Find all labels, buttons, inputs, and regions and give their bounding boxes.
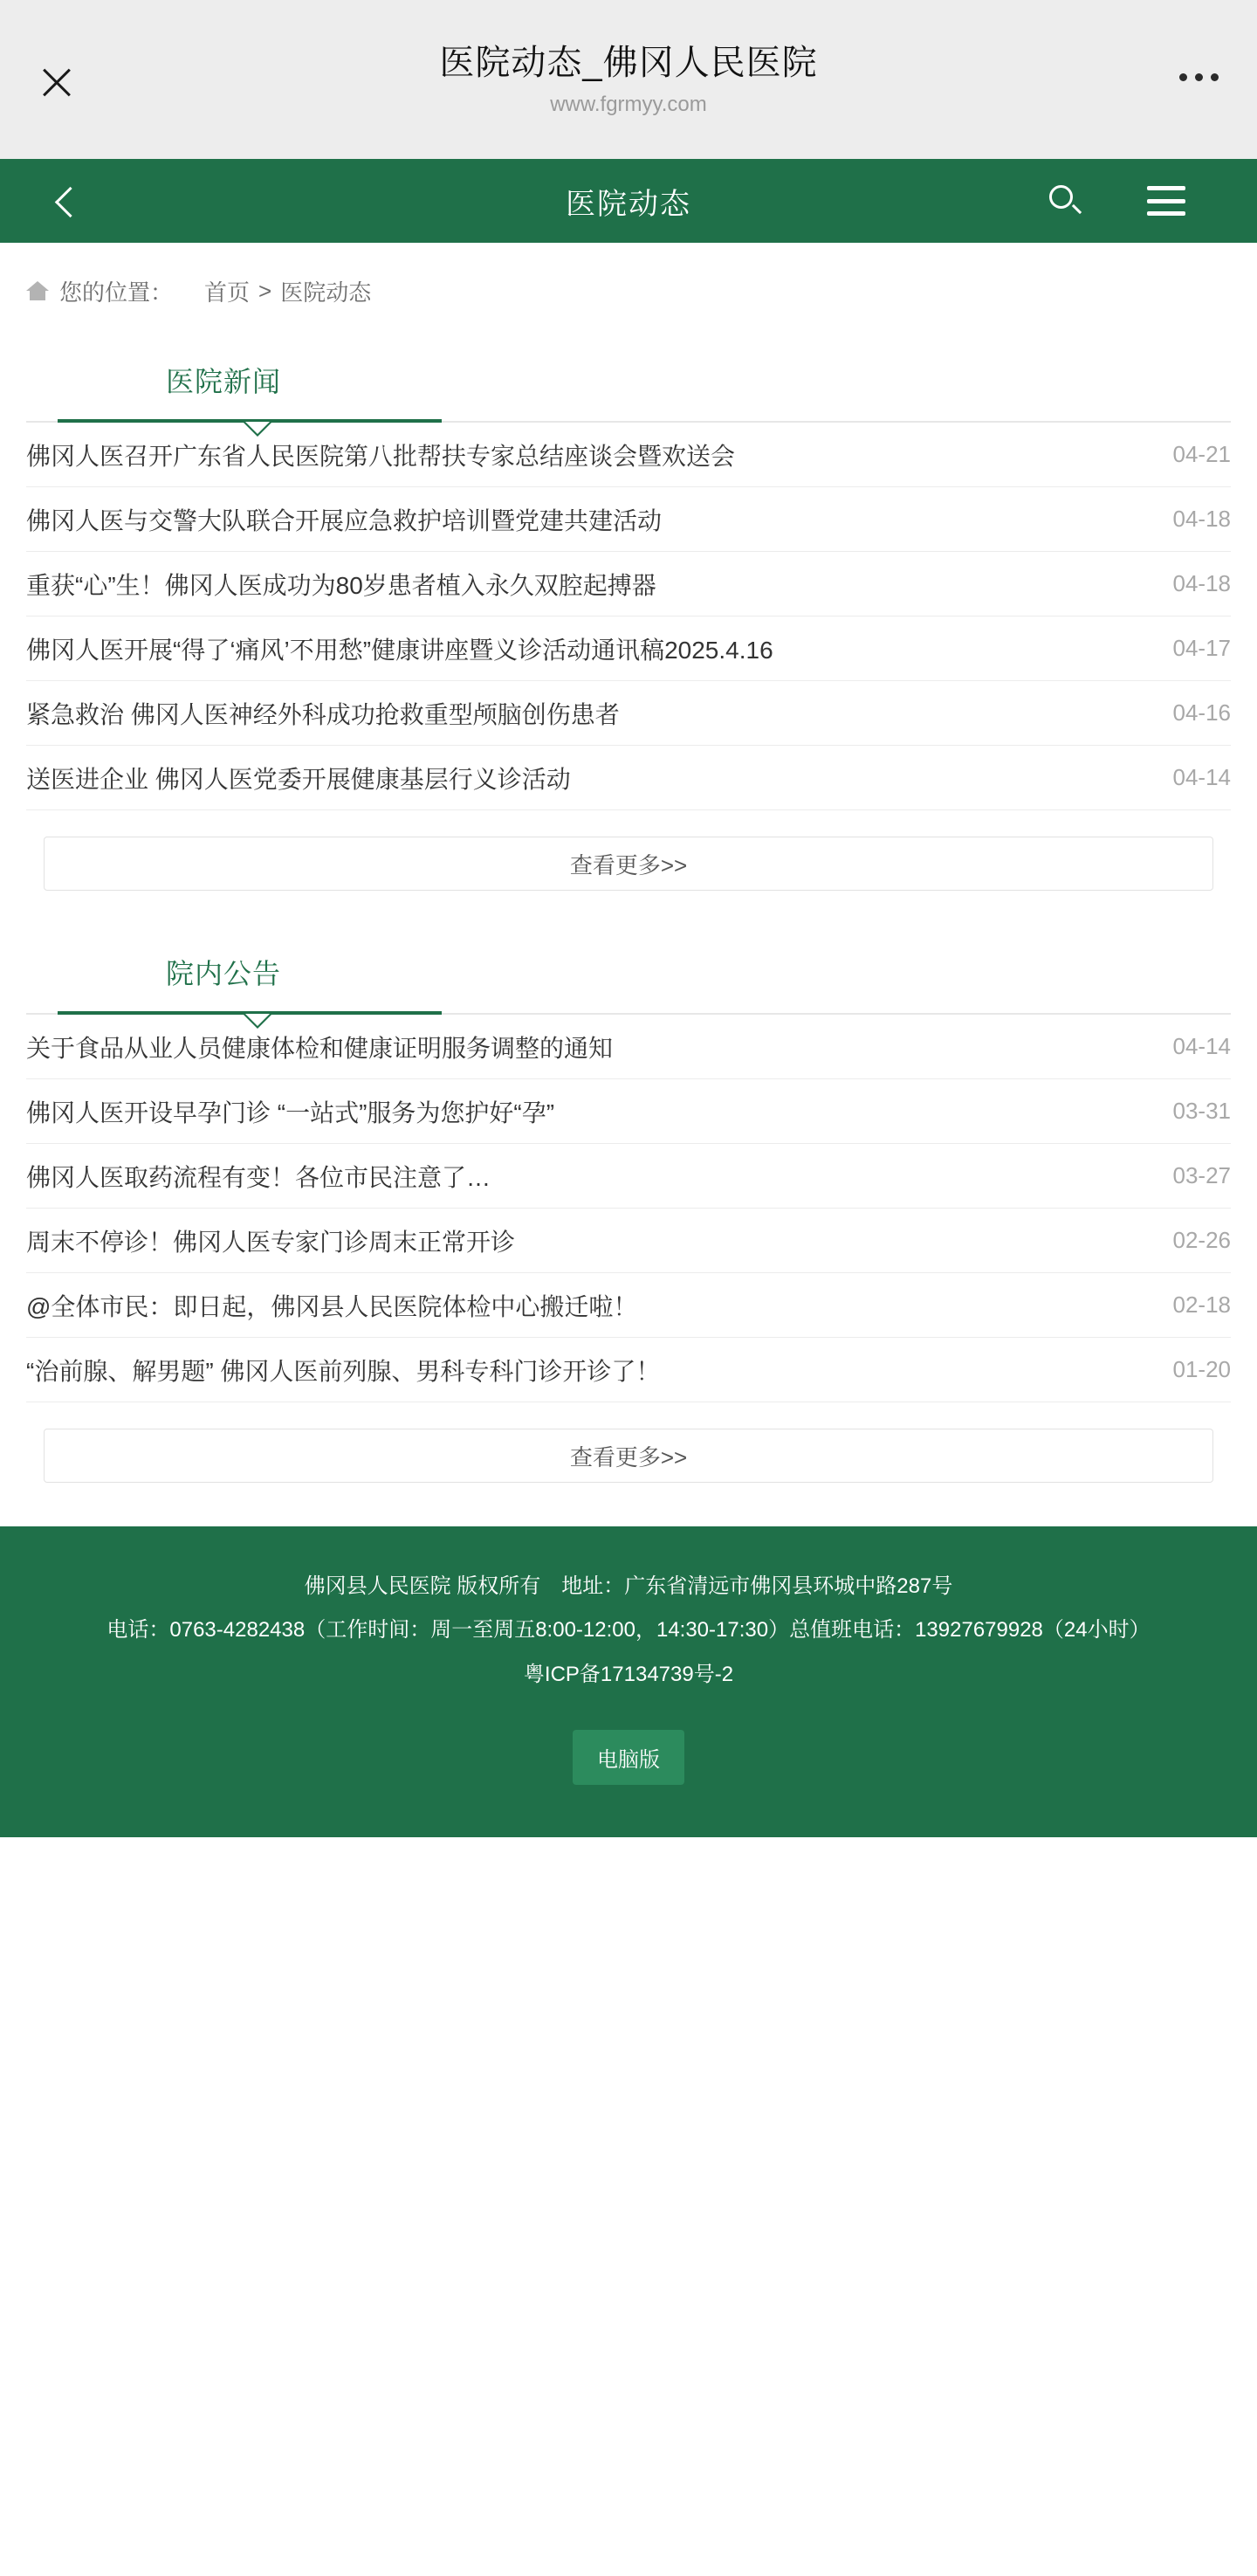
list-item-date: 04-18 [1172,570,1231,596]
notice-list [26,1015,1231,1402]
section-arrow-icon [243,422,272,437]
section-spacer [0,891,1257,931]
section-header [26,339,1231,423]
list-item[interactable] [26,616,1231,681]
list-item[interactable] [26,487,1231,552]
list-item-title: 关于食品从业人员健康体检和健康证明服务调整的通知 [26,1034,614,1062]
list-item[interactable] [26,552,1231,616]
desktop-version-button[interactable]: 电脑版 [573,1730,684,1785]
list-item[interactable] [26,746,1231,810]
home-icon [26,281,49,300]
section-header [26,931,1231,1015]
browser-url: www.fgrmyy.com [550,93,707,116]
list-item[interactable] [26,1273,1231,1338]
more-options-icon[interactable] [1179,73,1219,81]
breadcrumb-item-home[interactable]: 首页 [204,279,251,306]
list-item-date: 04-17 [1172,635,1231,661]
list-item-title: 佛冈人医取药流程有变！各位市民注意了… [26,1163,491,1191]
site-footer [0,1526,1257,1837]
breadcrumb-label: 您的位置： [59,279,174,306]
list-item-title: @全体市民：即日起，佛冈县人民医院体检中心搬迁啦！ [26,1292,638,1320]
list-item[interactable] [26,681,1231,746]
list-item[interactable] [26,1209,1231,1273]
footer-icp: 粤ICP备17134739号-2 [523,1662,734,1686]
list-item-title: 佛冈人医召开广东省人民医院第八批帮扶专家总结座谈会暨欢送会 [26,442,736,470]
footer-contact: 电话：0763-4282438（工作时间：周一至周五8:00-12:00，14:30-17:30）总值班电话：13927679928（24小时） [106,1618,1151,1643]
list-item-date: 04-16 [1172,699,1231,726]
section-hospital-news [0,339,1257,891]
list-item-date: 01-20 [1172,1356,1231,1382]
search-icon[interactable] [1048,183,1082,218]
section-title: 院内公告 [166,958,282,989]
list-item-date: 02-18 [1172,1291,1231,1318]
list-item-title: “治前腺、解男题” 佛冈人医前列腺、男科专科门诊开诊了！ [26,1357,661,1385]
breadcrumb-separator: > [258,277,272,304]
view-more-button-notices[interactable]: 查看更多>> [44,1429,1213,1483]
breadcrumb-item-current[interactable]: 医院动态 [280,279,372,306]
list-item-title: 佛冈人医开设早孕门诊 “一站式”服务为您护好“孕” [26,1099,555,1126]
view-more-button-news[interactable]: 查看更多>> [44,837,1213,891]
section-arrow-icon [243,1014,272,1029]
section-hospital-notices [0,931,1257,1483]
list-item-title: 重获“心”生！佛冈人医成功为80岁患者植入永久双腔起搏器 [26,571,656,599]
list-item[interactable] [26,1015,1231,1079]
page-title: 医院动态 [566,187,691,221]
browser-title: 医院动态_佛冈人民医院 [439,44,818,82]
footer-copyright: 佛冈县人民医院 版权所有 地址：广东省清远市佛冈县环城中路287号 [304,1574,953,1598]
list-item-date: 03-27 [1172,1162,1231,1188]
list-item-date: 04-18 [1172,506,1231,532]
list-item-date: 04-14 [1172,1033,1231,1059]
list-item-title: 紧急救治 佛冈人医神经外科成功抢救重型颅脑创伤患者 [26,700,620,728]
list-item[interactable] [26,423,1231,487]
list-item-title: 周末不停诊！佛冈人医专家门诊周末正常开诊 [26,1228,516,1256]
list-item-date: 02-26 [1172,1227,1231,1253]
list-item-title: 佛冈人医开展“得了‘痛风’不用愁”健康讲座暨义诊活动通讯稿2025.4.16 [26,636,773,664]
list-item-date: 03-31 [1172,1098,1231,1124]
site-header [0,159,1257,243]
hamburger-menu-icon[interactable] [1147,186,1185,216]
breadcrumb [0,243,1257,339]
list-item-title: 佛冈人医与交警大队联合开展应急救护培训暨党建共建活动 [26,506,663,534]
section-title: 医院新闻 [166,366,282,397]
browser-chrome [0,0,1257,159]
close-icon[interactable] [37,63,75,101]
list-item-date: 04-14 [1172,764,1231,790]
list-item-date: 04-21 [1172,441,1231,467]
list-item[interactable] [26,1144,1231,1209]
chevron-left-icon[interactable] [52,188,79,214]
list-item[interactable] [26,1338,1231,1402]
list-item[interactable] [26,1079,1231,1144]
list-item-title: 送医进企业 佛冈人医党委开展健康基层行义诊活动 [26,765,571,793]
news-list [26,423,1231,810]
